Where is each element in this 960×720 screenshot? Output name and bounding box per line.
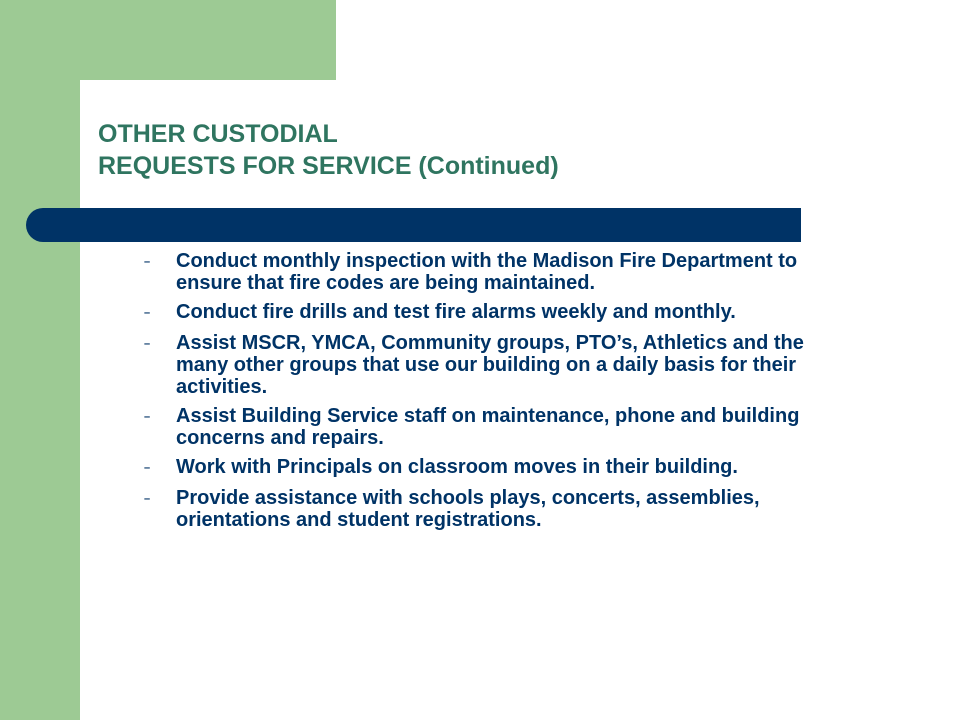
bullet-marker: – [144,462,151,474]
bullet-item [140,301,850,325]
bullet-item [140,250,850,294]
title-line-2: REQUESTS FOR SERVICE (Continued) [98,152,559,180]
green-top-block [0,0,336,80]
title-line-1: OTHER CUSTODIAL [98,120,338,148]
bullet-text: Work with Principals on classroom moves in their building. [176,456,738,478]
bullet-text: Assist Building Service staff on maintenance, phone and building concerns and repairs. [176,405,800,449]
bullet-item [140,487,850,531]
bullet-list [140,250,850,538]
slide-title [98,118,898,182]
bullet-marker: – [144,256,151,268]
bullet-marker: – [144,338,151,350]
bullet-text: Assist MSCR, YMCA, Community groups, PTO’s, Athletics and the many other groups that use our building on a daily basis for their activities. [176,332,804,398]
bullet-text: Conduct fire drills and test fire alarms weekly and monthly. [176,301,736,323]
title-underline-bar [26,208,801,242]
bullet-marker: – [144,307,151,319]
bullet-item [140,332,850,398]
green-side-strip [0,0,80,720]
bullet-item [140,456,850,480]
bullet-marker: – [144,411,151,423]
bullet-text: Provide assistance with schools plays, concerts, assemblies, orientations and student registrations. [176,487,760,531]
bullet-marker: – [144,493,151,505]
bullet-text: Conduct monthly inspection with the Madison Fire Department to ensure that fire codes are being maintained. [176,250,798,294]
bullet-item [140,405,850,449]
